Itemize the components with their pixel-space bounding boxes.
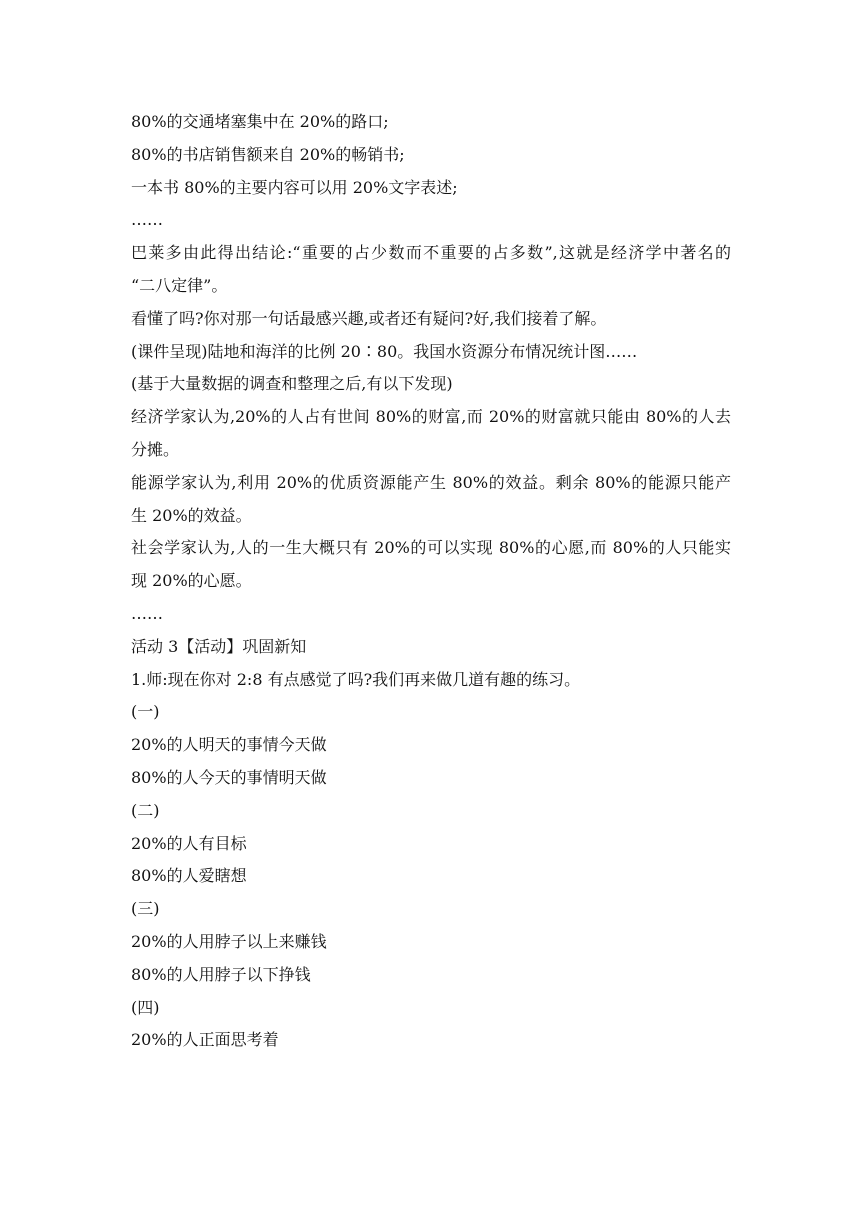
text-line-3: 一本书 80%的主要内容可以用 20%文字表述; (131, 177, 458, 197)
item-label-2: (二) (131, 800, 160, 820)
item-label-1: (一) (131, 702, 160, 722)
text-line-13: 生 20%的效益。 (131, 505, 252, 525)
text-line-24: 80%的人爱瞎想 (131, 866, 247, 886)
document-body (131, 106, 731, 1057)
text-line-9: (基于大量数据的调查和整理之后,有以下发现) (131, 374, 453, 394)
text-line-29: 20%的人正面思考着 (131, 1030, 279, 1050)
text-line-12: 能源学家认为,利用 20%的优质资源能产生 80%的效益。剩余 80%的能源只能产 (131, 472, 731, 492)
ellipsis-line-1: …… (131, 210, 163, 230)
text-line-8: (课件呈现)陆地和海洋的比例 20∶80。我国水资源分布情况统计图…… (131, 341, 638, 361)
text-line-14: 社会学家认为,人的一生大概只有 20%的可以实现 80%的心愿,而 80%的人只能实 (131, 538, 731, 558)
text-line-15: 现 20%的心愿。 (131, 571, 252, 591)
text-line-27: 80%的人用脖子以下挣钱 (131, 964, 311, 984)
text-line-21: 80%的人今天的事情明天做 (131, 767, 327, 787)
text-line-5: 巴莱多由此得出结论:“重要的占少数而不重要的占多数”,这就是经济学中著名的 (131, 243, 731, 263)
text-line-11: 分摊。 (131, 439, 180, 459)
text-line-18: 1.师:现在你对 2:8 有点感觉了吗?我们再来做几道有趣的练习。 (131, 669, 581, 689)
item-label-4: (四) (131, 997, 160, 1017)
text-line-26: 20%的人用脖子以上来赚钱 (131, 931, 327, 951)
text-line-10: 经济学家认为,20%的人占有世间 80%的财富,而 20%的财富就只能由 80%的人去 (131, 407, 731, 427)
text-line-6: “二八定律”。 (131, 275, 228, 295)
text-line-20: 20%的人明天的事情今天做 (131, 735, 327, 755)
text-line-1: 80%的交通堵塞集中在 20%的路口; (131, 112, 389, 131)
text-line-2: 80%的书店销售额来自 20%的畅销书; (131, 144, 405, 164)
text-line-23: 20%的人有目标 (131, 833, 247, 853)
ellipsis-line-2: …… (131, 603, 163, 623)
section-heading: 活动 3【活动】巩固新知 (131, 636, 307, 656)
text-line-7: 看懂了吗?你对那一句话最感兴趣,或者还有疑问?好,我们接着了解。 (131, 308, 607, 328)
item-label-3: (三) (131, 899, 160, 919)
